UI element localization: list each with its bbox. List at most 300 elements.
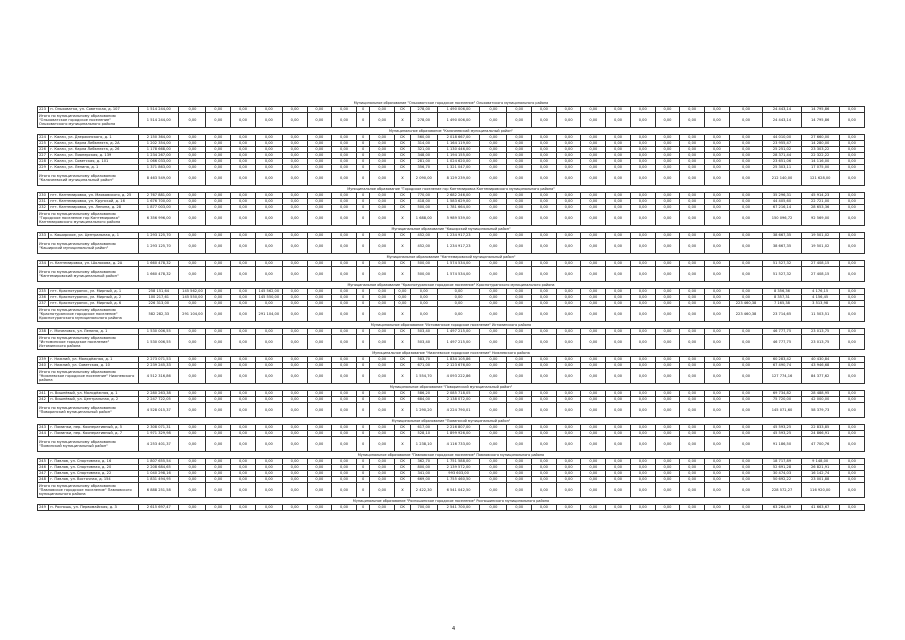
total-value: 0,00 (206, 171, 231, 186)
value-cell: 0,00 (231, 295, 256, 301)
value-cell: 0,00 (655, 363, 680, 369)
value-cell: 0,00 (839, 431, 864, 437)
value-cell: 4 176,15 (801, 289, 839, 295)
value-cell: 27 660,00 (801, 135, 839, 141)
value-cell: 0 (356, 233, 369, 239)
value-cell: 0,00 (606, 357, 631, 363)
total-value: 0,00 (729, 335, 763, 350)
municipality-header-row (38, 384, 865, 391)
value-cell: 0,00 (705, 363, 730, 369)
value-cell: 0,00 (307, 141, 332, 147)
value-cell: 0,00 (655, 165, 680, 171)
value-cell: 0,00 (206, 471, 231, 477)
total-value: 0,00 (507, 403, 532, 418)
value-cell: 0,00 (410, 301, 437, 307)
value-cell: 0,00 (680, 425, 705, 431)
value-cell: 0,00 (532, 397, 557, 403)
total-value: 0,00 (729, 403, 763, 418)
value-cell: 0,00 (556, 363, 581, 369)
value-cell: 0,00 (370, 199, 395, 205)
address-cell: г. Калач, ул. Карла Либкнехта, д. 26 (49, 147, 139, 153)
row-number: 241 (38, 391, 49, 397)
value-cell: 0,00 (655, 477, 680, 483)
value-cell: 0,00 (581, 477, 606, 483)
value-cell: 0,00 (332, 193, 357, 199)
value-cell: 0,00 (581, 363, 606, 369)
value-cell: 40 430,84 (801, 357, 839, 363)
value-cell: 0,00 (206, 391, 231, 397)
value-cell: 0,00 (231, 329, 256, 335)
value-cell: 0,00 (370, 295, 395, 301)
value-cell: 0,00 (680, 397, 705, 403)
value-cell: 0,00 (532, 477, 557, 483)
total-value: 1 530 006,55 (139, 335, 179, 350)
total-value: 0,00 (839, 437, 864, 452)
value-cell: 0,00 (370, 425, 395, 431)
total-value: 150 096,72 (763, 211, 801, 226)
value-cell: 0,00 (680, 141, 705, 147)
total-value: 1 497 215,00 (437, 335, 480, 350)
value-cell: 44 405,60 (763, 199, 801, 205)
value-cell: 25 303,11 (763, 165, 801, 171)
total-label: Итого по муниципальному образованию "Кантемировский муниципальный район" (38, 267, 139, 282)
total-value: 91 186,50 (763, 437, 801, 452)
value-cell: 0,00 (282, 205, 307, 211)
value-cell: 0,00 (532, 471, 557, 477)
total-value: 0,00 (839, 171, 864, 186)
municipality-header-row (38, 452, 865, 459)
value-cell: СК (395, 135, 411, 141)
value-cell: 0,00 (839, 205, 864, 211)
value-cell: 0,00 (839, 165, 864, 171)
value-cell: 0,00 (839, 357, 864, 363)
total-value: 0,00 (655, 239, 680, 254)
value-cell: 0,00 (480, 205, 507, 211)
total-value: 0 (356, 437, 369, 452)
total-value: 0,00 (231, 113, 256, 128)
value-cell: 1 164 119,00 (437, 141, 480, 147)
value-cell: 0,00 (332, 465, 357, 471)
value-cell: 1 371 863,00 (139, 165, 179, 171)
value-cell: 341,00 (410, 471, 437, 477)
total-value: 1 293 125,70 (139, 239, 179, 254)
address-cell: пгт. Краснотуранск, ул. Мирный, д. 6 (49, 301, 139, 307)
address-cell: пгт. Кантемировка, ул. Маяковского, д. 25 (49, 193, 139, 199)
municipality-header-row (38, 498, 865, 505)
value-cell: 0,00 (839, 107, 864, 113)
row-number: 228 (38, 159, 49, 165)
value-cell: 28 653,36 (801, 205, 839, 211)
total-value: 0,00 (532, 239, 557, 254)
value-cell: 0,00 (705, 397, 730, 403)
value-cell: 0,00 (507, 459, 532, 465)
value-cell: 0,00 (410, 289, 437, 295)
total-value: 0,00 (606, 171, 631, 186)
total-value: 0,00 (705, 267, 730, 282)
value-cell: 0,00 (507, 289, 532, 295)
value-cell: 0,00 (307, 205, 332, 211)
value-cell: 0,00 (606, 289, 631, 295)
total-value: 0,00 (231, 239, 256, 254)
total-row (38, 335, 865, 350)
value-cell: 0,00 (332, 425, 357, 431)
total-value: 0,00 (705, 369, 730, 384)
total-value: 4 093 222,86 (437, 369, 480, 384)
value-cell: 1 490 006,00 (437, 107, 480, 113)
value-cell: 0,00 (606, 431, 631, 437)
value-cell: 0,00 (655, 295, 680, 301)
value-cell: 0,00 (179, 391, 206, 397)
value-cell: 0,00 (556, 153, 581, 159)
value-cell: СК (395, 141, 411, 147)
address-cell: г. Калач, ул. Пионерская, д. 139 (49, 153, 139, 159)
total-value: 0,00 (206, 267, 231, 282)
value-cell: СК (395, 363, 411, 369)
total-value: 0,00 (630, 267, 655, 282)
total-value: 0,00 (206, 307, 231, 322)
total-value: 0,00 (581, 335, 606, 350)
total-value: 0,00 (532, 437, 557, 452)
total-value: 1 490 006,00 (437, 113, 480, 128)
total-value: 0,00 (556, 239, 581, 254)
value-cell: 0,00 (606, 465, 631, 471)
value-cell: 0,00 (606, 459, 631, 465)
value-cell: 0,00 (680, 357, 705, 363)
value-cell: 0,00 (581, 107, 606, 113)
row-number: 244 (38, 431, 49, 437)
municipality-title: Муниципальное образование "Кантемировский муниципальный район" (386, 254, 516, 259)
value-cell: 0,00 (655, 261, 680, 267)
municipality-header-row (38, 186, 865, 193)
municipality-title: Муниципальное образование "Каширский муниципальный район" (391, 226, 511, 231)
value-cell: 0,00 (231, 391, 256, 397)
value-cell: 1 293 125,70 (139, 233, 179, 239)
value-cell: 0,00 (581, 135, 606, 141)
value-cell: 35 296,31 (763, 193, 801, 199)
total-value: 0,00 (370, 113, 395, 128)
value-cell: 0,00 (395, 301, 411, 307)
value-cell: 0 (356, 465, 369, 471)
value-cell: 25 251,02 (763, 147, 801, 153)
value-cell: 583,70 (410, 357, 437, 363)
total-value: 0,00 (581, 239, 606, 254)
value-cell: 0,00 (532, 165, 557, 171)
value-cell: 0,00 (282, 459, 307, 465)
value-cell: 0,00 (231, 205, 256, 211)
value-cell: 0,00 (705, 425, 730, 431)
total-value: 0,00 (231, 437, 256, 452)
total-label: Итого по муниципальному образованию "Ольховатское городское поселение" Ольховатского муниципального района (38, 113, 139, 128)
value-cell: 0,00 (370, 459, 395, 465)
value-cell: 1 530 006,55 (139, 329, 179, 335)
value-cell: 0,00 (255, 477, 282, 483)
value-cell: 0,00 (556, 159, 581, 165)
value-cell: СК (395, 425, 411, 431)
value-cell: 0,00 (370, 261, 395, 267)
value-cell: 0 (356, 431, 369, 437)
total-value: 0,00 (581, 437, 606, 452)
value-cell: 0,00 (655, 289, 680, 295)
value-cell: 0,00 (370, 329, 395, 335)
value-cell: 0,00 (307, 397, 332, 403)
value-cell: 0,00 (507, 295, 532, 301)
value-cell: 0,00 (179, 363, 206, 369)
value-cell: 0,00 (606, 199, 631, 205)
value-cell: 0,00 (332, 159, 357, 165)
value-cell: 0,00 (606, 301, 631, 307)
value-cell: 671,00 (410, 363, 437, 369)
value-cell: 0,00 (705, 233, 730, 239)
total-value: 0,00 (206, 403, 231, 418)
total-value: 0,00 (729, 113, 763, 128)
value-cell: 1 807 655,54 (139, 459, 179, 465)
value-cell: 0,00 (680, 477, 705, 483)
value-cell: 0,00 (680, 261, 705, 267)
value-cell: СК (395, 329, 411, 335)
total-value: 0,00 (729, 369, 763, 384)
value-cell: 0,00 (556, 107, 581, 113)
value-cell: 0,00 (206, 397, 231, 403)
value-cell: 46 777,75 (763, 329, 801, 335)
value-cell: 0,00 (839, 153, 864, 159)
value-cell: 0,00 (581, 261, 606, 267)
total-value: 0,00 (332, 369, 357, 384)
total-value: 0,00 (231, 369, 256, 384)
value-cell: 0,00 (556, 459, 581, 465)
total-value: 0,00 (179, 437, 206, 452)
total-value: 51 527,32 (763, 267, 801, 282)
total-value: 0,00 (507, 211, 532, 226)
value-cell: 0,00 (705, 477, 730, 483)
value-cell: 0,00 (307, 135, 332, 141)
value-cell: СК (395, 147, 411, 153)
value-cell: 0,00 (507, 477, 532, 483)
total-value: 0,00 (839, 483, 864, 498)
total-value: 0,00 (532, 483, 557, 498)
value-cell: 0,00 (507, 505, 532, 511)
value-cell: 0,00 (307, 391, 332, 397)
value-cell: 0,00 (480, 425, 507, 431)
value-cell: 0,00 (729, 471, 763, 477)
total-value: 0,00 (179, 113, 206, 128)
total-value: 8 463 549,00 (139, 171, 179, 186)
total-value: 0,00 (480, 113, 507, 128)
value-cell: 0,00 (630, 459, 655, 465)
value-cell: 0,00 (231, 153, 256, 159)
total-value: 0,00 (255, 267, 282, 282)
total-value: 4 116 733,00 (437, 437, 480, 452)
value-cell: 0,00 (370, 505, 395, 511)
value-cell: 0,00 (630, 153, 655, 159)
total-value: 0,00 (255, 483, 282, 498)
total-value: 0,00 (655, 403, 680, 418)
value-cell: 0,00 (680, 505, 705, 511)
total-value: 0,00 (655, 267, 680, 282)
value-cell: 0,00 (255, 233, 282, 239)
value-cell: 418,00 (410, 199, 437, 205)
value-cell: 0,00 (705, 459, 730, 465)
total-value: 0,00 (179, 403, 206, 418)
total-value: 0,00 (480, 437, 507, 452)
value-cell: 0,00 (705, 193, 730, 199)
value-cell: 0,00 (630, 295, 655, 301)
value-cell: 42 000,00 (801, 397, 839, 403)
value-cell: 0,00 (507, 363, 532, 369)
value-cell: 0,00 (532, 459, 557, 465)
address-cell: п. Кантемировка, ул. Шолохова, д. 2А (49, 261, 139, 267)
total-value: 0,00 (556, 483, 581, 498)
row-number: 245 (38, 459, 49, 465)
total-label: Итого по муниципальному образованию "Краснотуранское городское поселение" Краснотуранского муниципального района (38, 307, 139, 322)
total-value: 0,00 (839, 239, 864, 254)
value-cell: 0,00 (839, 391, 864, 397)
total-value: 0 (356, 335, 369, 350)
value-cell: 0,00 (255, 193, 282, 199)
value-cell: 617,00 (410, 425, 437, 431)
value-cell: 0,00 (507, 471, 532, 477)
value-cell: 0,00 (532, 363, 557, 369)
value-cell: СК (395, 193, 411, 199)
value-cell: 0,00 (729, 391, 763, 397)
total-label: Итого по муниципальному образованию "Павловское городское поселение" Павловского муниципального района (38, 483, 139, 498)
value-cell: 0,00 (839, 295, 864, 301)
total-value: 0,00 (630, 483, 655, 498)
value-cell: 0,00 (282, 431, 307, 437)
value-cell: СК (395, 477, 411, 483)
value-cell: СК (395, 431, 411, 437)
total-value: 0,00 (581, 113, 606, 128)
value-cell: 0,00 (332, 261, 357, 267)
value-cell: 0,00 (581, 329, 606, 335)
row-number: 224 (38, 135, 49, 141)
total-value: 0,00 (630, 211, 655, 226)
value-cell: 0,00 (729, 135, 763, 141)
total-value: 0,00 (282, 369, 307, 384)
value-cell: 0,00 (332, 295, 357, 301)
row-number: 227 (38, 153, 49, 159)
address-cell: п. Вишнёвый, ул. Молодёжная, д. 1 (49, 391, 139, 397)
value-cell: 321,00 (410, 147, 437, 153)
value-cell: 0 (356, 205, 369, 211)
value-cell: 0,00 (581, 465, 606, 471)
value-cell: 0,00 (307, 329, 332, 335)
value-cell: 0,00 (606, 193, 631, 199)
value-cell: 2 682 246,00 (437, 193, 480, 199)
value-cell: 0,00 (729, 329, 763, 335)
value-cell: 0,00 (206, 363, 231, 369)
value-cell: 0,00 (581, 425, 606, 431)
total-value: 0,00 (370, 369, 395, 384)
value-cell: 1 877 003,00 (139, 205, 179, 211)
value-cell: 0,00 (332, 357, 357, 363)
value-cell: 0,00 (332, 505, 357, 511)
value-cell: 0,00 (556, 329, 581, 335)
total-value: 0,00 (370, 403, 395, 418)
value-cell: 0,00 (480, 193, 507, 199)
value-cell: 0,00 (655, 397, 680, 403)
value-cell: 1 514 244,00 (139, 107, 179, 113)
value-cell: 2 247 722,05 (139, 397, 179, 403)
value-cell: 0,00 (556, 199, 581, 205)
value-cell: СК (395, 357, 411, 363)
value-cell: 0,00 (680, 205, 705, 211)
value-cell: 0,00 (839, 233, 864, 239)
total-value: 0,00 (630, 171, 655, 186)
total-row (38, 211, 865, 226)
total-value: 6 356 996,00 (139, 211, 179, 226)
value-cell: 0,00 (705, 141, 730, 147)
value-cell: 0 (356, 471, 369, 477)
value-cell: 50 692,22 (763, 477, 801, 483)
value-cell: 0,00 (507, 357, 532, 363)
value-cell: 0,00 (839, 363, 864, 369)
value-cell: 0,00 (179, 205, 206, 211)
municipality-title: Муниципальное образование "Истоминское городское поселение" Истоминского района (370, 322, 532, 327)
value-cell: 0,00 (655, 153, 680, 159)
value-cell: 0,00 (839, 465, 864, 471)
total-value: 0 (356, 483, 369, 498)
address-cell: с. Каширское, ул. Центральная, д. 1 (49, 233, 139, 239)
total-value: 0,00 (480, 483, 507, 498)
value-cell: 0,00 (480, 261, 507, 267)
total-value: 0,00 (206, 335, 231, 350)
total-value: 0,00 (231, 171, 256, 186)
value-cell: 145 562,00 (255, 289, 282, 295)
value-cell: 0,00 (231, 477, 256, 483)
total-value: 0,00 (532, 335, 557, 350)
total-value: Х (395, 113, 411, 128)
value-cell: 0,00 (630, 147, 655, 153)
total-value: 0,00 (206, 437, 231, 452)
total-value: 0,00 (231, 335, 256, 350)
value-cell: 0,00 (179, 505, 206, 511)
total-value: 0,00 (307, 239, 332, 254)
total-value: 116 920,00 (801, 483, 839, 498)
total-value: 0,00 (606, 239, 631, 254)
value-cell: 0,00 (206, 431, 231, 437)
value-cell: 0,00 (370, 153, 395, 159)
value-cell: 0,00 (655, 147, 680, 153)
address-cell: г. Павлов, ул. Спортивная, д. 20 (49, 465, 139, 471)
value-cell: 0,00 (532, 357, 557, 363)
address-cell: пгт. Кантемировка, ул. Крупской, д. 16 (49, 199, 139, 205)
total-value: Х (395, 369, 411, 384)
total-value: 4 224 790,01 (437, 403, 480, 418)
value-cell: 0,00 (206, 193, 231, 199)
value-cell: 0,00 (370, 465, 395, 471)
value-cell: 0,00 (705, 431, 730, 437)
value-cell: СК (395, 205, 411, 211)
total-value: 0,00 (581, 403, 606, 418)
value-cell: 0,00 (332, 141, 357, 147)
value-cell: 0,00 (532, 329, 557, 335)
value-cell: 145 550,00 (179, 295, 206, 301)
value-cell: 0,00 (839, 159, 864, 165)
value-cell: 0,00 (480, 233, 507, 239)
total-value: 145 071,60 (763, 403, 801, 418)
value-cell: 560,00 (410, 135, 437, 141)
value-cell: 0,00 (705, 153, 730, 159)
value-cell: 0,00 (507, 193, 532, 199)
value-cell: 0,00 (231, 159, 256, 165)
value-cell: 0,00 (680, 363, 705, 369)
value-cell: 0,00 (206, 165, 231, 171)
value-cell: 0,00 (179, 233, 206, 239)
value-cell: 0,00 (282, 165, 307, 171)
value-cell: 0,00 (206, 459, 231, 465)
value-cell: СК (395, 107, 411, 113)
value-cell: 145 562,00 (179, 289, 206, 295)
